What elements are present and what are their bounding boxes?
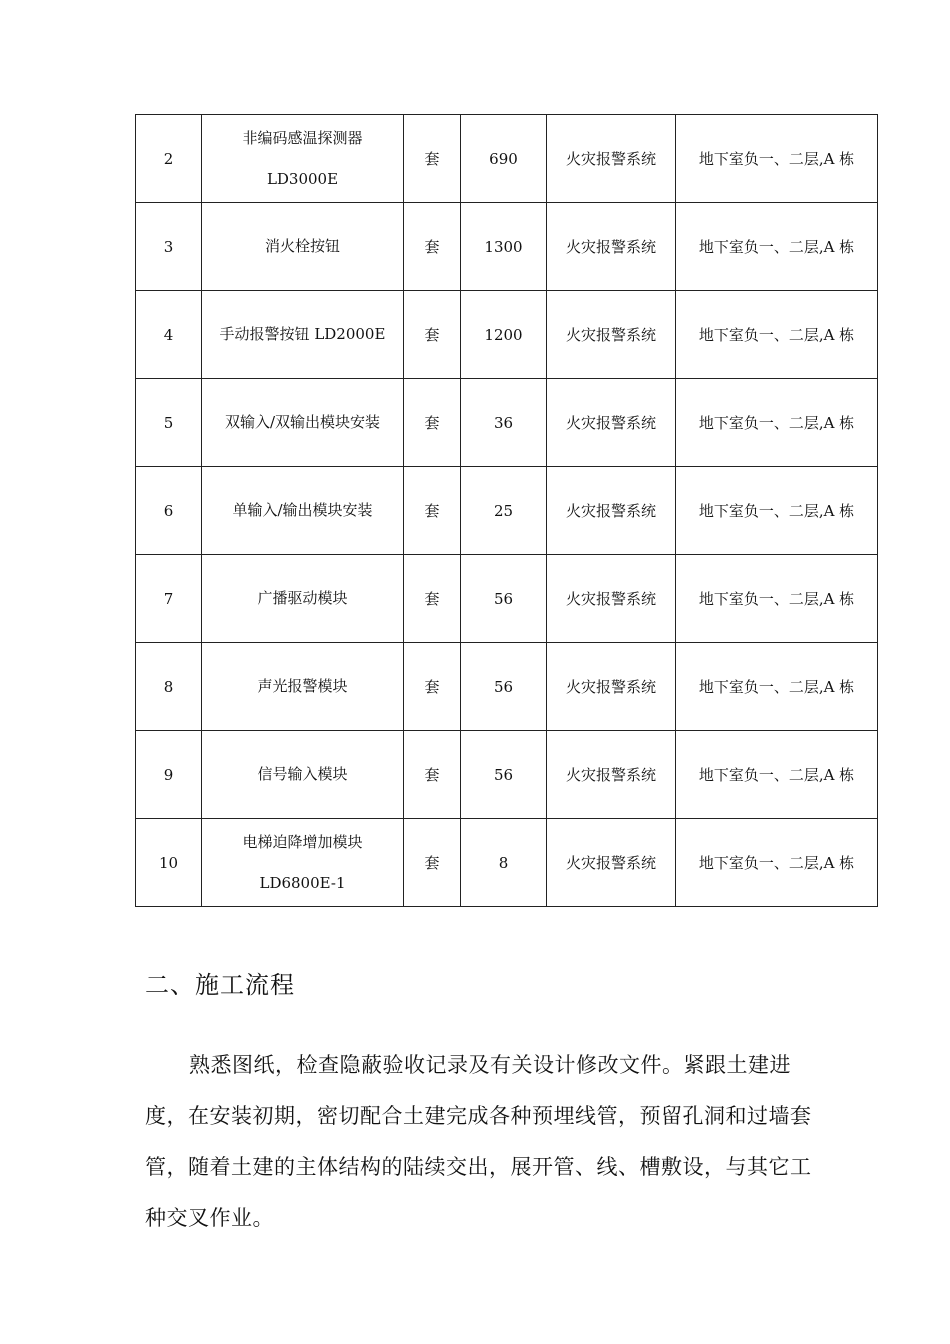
table-row <box>136 115 878 203</box>
item-name-cell <box>202 291 404 379</box>
row-number-cell: 5 <box>136 379 202 467</box>
system-cell: 火灾报警系统 <box>547 467 676 555</box>
item-name-cell <box>202 555 404 643</box>
unit-cell: 套 <box>404 379 461 467</box>
row-number-cell: 8 <box>136 643 202 731</box>
item-name-line: 电梯迫降增加模块 <box>242 832 363 851</box>
row-number-cell: 9 <box>136 731 202 819</box>
system-cell: 火灾报警系统 <box>547 643 676 731</box>
item-name-cell <box>202 731 404 819</box>
item-name-line: 消火栓按钮 <box>264 237 340 255</box>
row-number-cell: 2 <box>136 115 202 203</box>
table-row <box>136 731 878 819</box>
location-cell: 地下室负一、二层,A 栋 <box>676 731 878 819</box>
unit-cell: 套 <box>404 115 461 203</box>
item-name-cell <box>202 203 404 291</box>
system-cell: 火灾报警系统 <box>547 203 676 291</box>
system-cell: 火灾报警系统 <box>547 819 676 907</box>
unit-cell: 套 <box>404 291 461 379</box>
table-row <box>136 291 878 379</box>
system-cell: 火灾报警系统 <box>547 291 676 379</box>
table-row <box>136 643 878 731</box>
item-name-cell <box>202 115 404 203</box>
location-cell: 地下室负一、二层,A 栋 <box>676 643 878 731</box>
item-name-line: 信号输入模块 <box>257 765 348 783</box>
unit-cell: 套 <box>404 467 461 555</box>
item-name-cell <box>202 379 404 467</box>
quantity-cell: 56 <box>461 643 547 731</box>
quantity-cell: 690 <box>461 115 547 203</box>
location-cell: 地下室负一、二层,A 栋 <box>676 555 878 643</box>
quantity-cell: 36 <box>461 379 547 467</box>
quantity-cell: 56 <box>461 555 547 643</box>
table-row <box>136 467 878 555</box>
item-name-line: 手动报警按钮 LD2000E <box>219 325 386 343</box>
quantity-cell: 8 <box>461 819 547 907</box>
location-cell: 地下室负一、二层,A 栋 <box>676 203 878 291</box>
item-name-line: 双输入/双输出模块安装 <box>224 413 381 431</box>
section-paragraph: 熟悉图纸，检查隐蔽验收记录及有关设计修改文件。紧跟土建进度，在安装初期，密切配合土建完成各种预埋线管，预留孔洞和过墙套管，随着土建的主体结构的陆续交出，展开管、线、槽敷设，与其它工种交叉作业。 <box>145 1053 812 1230</box>
system-cell: 火灾报警系统 <box>547 555 676 643</box>
item-name-line: 声光报警模块 <box>257 677 348 695</box>
equipment-table <box>135 114 878 907</box>
row-number-cell: 6 <box>136 467 202 555</box>
item-name-cell <box>202 643 404 731</box>
location-cell: 地下室负一、二层,A 栋 <box>676 291 878 379</box>
location-cell: 地下室负一、二层,A 栋 <box>676 115 878 203</box>
quantity-cell: 56 <box>461 731 547 819</box>
row-number-cell: 10 <box>136 819 202 907</box>
equipment-table-body <box>136 115 878 907</box>
item-name-line: LD3000E <box>266 169 339 188</box>
row-number-cell: 4 <box>136 291 202 379</box>
unit-cell: 套 <box>404 643 461 731</box>
section-title: 二、施工流程 <box>145 971 295 999</box>
system-cell: 火灾报警系统 <box>547 731 676 819</box>
location-cell: 地下室负一、二层,A 栋 <box>676 819 878 907</box>
row-number-cell: 3 <box>136 203 202 291</box>
item-name-line: 非编码感温探测器 <box>242 128 363 147</box>
item-name-cell <box>202 819 404 907</box>
item-name-line: 广播驱动模块 <box>257 589 348 607</box>
table-row <box>136 555 878 643</box>
item-name-line: 单输入/输出模块安装 <box>232 501 373 519</box>
quantity-cell: 1200 <box>461 291 547 379</box>
quantity-cell: 1300 <box>461 203 547 291</box>
row-number-cell: 7 <box>136 555 202 643</box>
table-row <box>136 203 878 291</box>
location-cell: 地下室负一、二层,A 栋 <box>676 467 878 555</box>
unit-cell: 套 <box>404 731 461 819</box>
item-name-cell <box>202 467 404 555</box>
unit-cell: 套 <box>404 555 461 643</box>
table-row <box>136 379 878 467</box>
unit-cell: 套 <box>404 203 461 291</box>
table-row <box>136 819 878 907</box>
location-cell: 地下室负一、二层,A 栋 <box>676 379 878 467</box>
item-name-line: LD6800E-1 <box>259 873 346 892</box>
quantity-cell: 25 <box>461 467 547 555</box>
unit-cell: 套 <box>404 819 461 907</box>
system-cell: 火灾报警系统 <box>547 379 676 467</box>
system-cell: 火灾报警系统 <box>547 115 676 203</box>
